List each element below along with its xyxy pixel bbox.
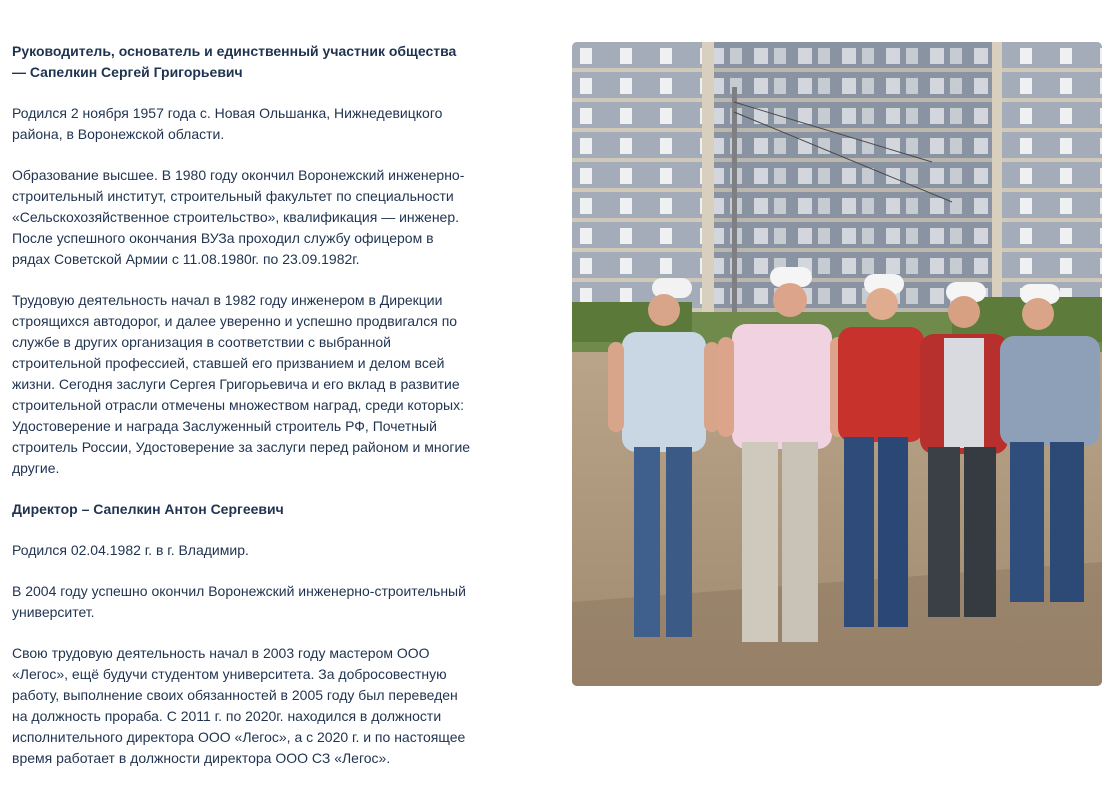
team-photo — [572, 42, 1102, 686]
founder-career-paragraph: Трудовую деятельность начал в 1982 году инженером в Дирекции строящихся автодорог, и далее уверенно и успешно продвигался по службе в других организация в соответствии с выбранной строительной профессией, ставшей его призванием и делом всей жизни. Сегодня заслуги Сергея Григорьевича и его вклад в развитие строительной отрасли отмечены множеством наград, среди которых: Удостоверение и награда Заслуженный строитель РФ, Почетный строитель России, Удостоверение за заслуги перед районом и многие другие. — [12, 292, 471, 476]
founder-birth-paragraph: Родился 2 ноября 1957 года с. Новая Ольшанка, Нижнедевицкого района, в Воронежской области. — [12, 105, 443, 142]
director-birth-paragraph: Родился 02.04.1982 г. в г. Владимир. — [12, 542, 249, 558]
founder-education-paragraph: Образование высшее. В 1980 году окончил Воронежский инженерно-строительный институт, строительный факультет по специальности «Сельскохозяйственное строительство», квалификация — инженер. После успешного окончания ВУЗа проходил службу офицером в рядах Советской Армии с 11.08.1980г. по 23.09.1982г. — [12, 167, 465, 267]
director-career-paragraph: Свою трудовую деятельность начал в 2003 году мастером ООО «Легос», ещё будучи студентом университета. За добросовестную работу, выполнение своих обязанностей в 2005 году был переведен на должность прораба. С 2011 г. по 2020г. находился в должности исполнительного директора ООО «Легос», а с 2020 г. и по настоящее время работает в должности директора ООО СЗ «Легос». — [12, 645, 466, 766]
director-heading: Директор – Сапелкин Антон Сергеевич — [12, 501, 284, 517]
founder-heading: Руководитель, основатель и единственный участник общества — Сапелкин Сергей Григорьевич — [12, 43, 457, 80]
biography-text-column — [12, 41, 472, 789]
director-education-paragraph: В 2004 году успешно окончил Воронежский инженерно-строительный университет. — [12, 583, 466, 620]
